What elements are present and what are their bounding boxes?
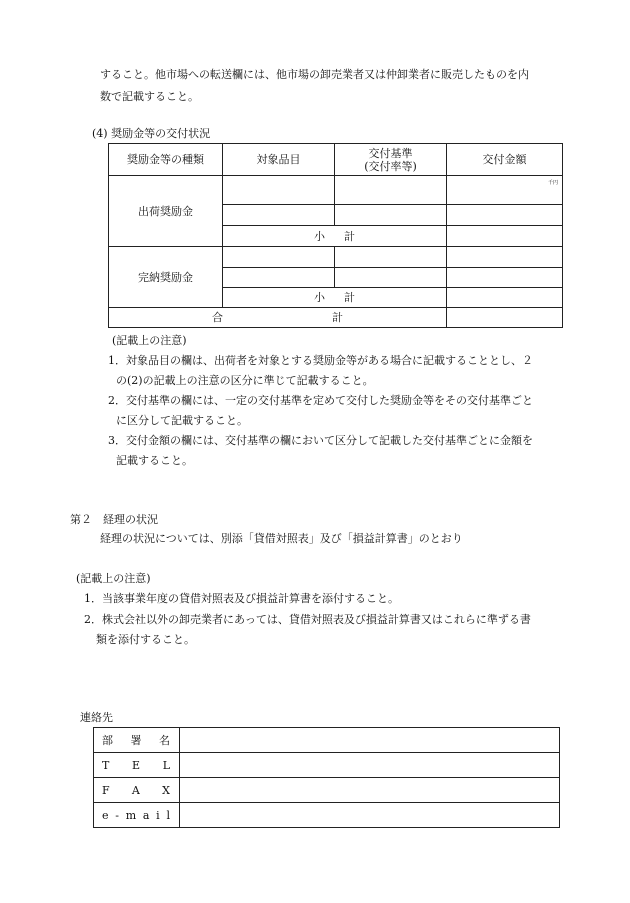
header-target-item: 対象品目: [223, 144, 335, 176]
email-char-3: m: [125, 808, 137, 822]
subtotal-char-1: 小: [314, 229, 325, 243]
email-char-4: a: [142, 808, 150, 822]
fax-char-3: X: [162, 783, 170, 797]
subtotal-label: [223, 288, 447, 308]
tel-char-1: T: [102, 758, 110, 772]
tel-char-3: L: [162, 758, 170, 772]
subtotal-char-2: 計: [344, 291, 355, 304]
subtotal-char-2: 計: [344, 229, 355, 243]
email-char-1: e: [102, 808, 109, 822]
cell: [335, 205, 447, 226]
cell: [223, 247, 335, 268]
cell: [447, 226, 563, 247]
fax-label: [94, 778, 180, 803]
cell: [447, 308, 563, 328]
unit-label: 千円: [547, 180, 558, 186]
dept-label: [94, 728, 180, 753]
cell: [447, 288, 563, 308]
section-2-note-2-line-1: 2．株式会社以外の卸売業者にあっては、貸借対照表及び損益計算書又はこれらに準ずる書: [84, 613, 531, 626]
email-label: [94, 803, 180, 828]
contact-title: 連絡先: [80, 711, 113, 724]
intro-line-1: すること。他市場への転送欄には、他市場の卸売業者又は仲卸業者に販売したものを内: [100, 68, 529, 81]
grant-table: [108, 143, 563, 328]
section-4-title: (4) 奨励金等の交付状況: [92, 127, 211, 140]
cell: [223, 205, 335, 226]
note-2-line-1: 2．交付基準の欄には、一定の交付基準を定めて交付した奨励金等をその交付基準ごと: [108, 394, 533, 407]
completion-grant-label: 完納奨励金: [109, 247, 223, 308]
email-char-6: l: [166, 808, 170, 822]
amount-cell: [447, 176, 563, 205]
dept-value: [180, 728, 560, 753]
subtotal-label: [223, 226, 447, 247]
cell: [335, 176, 447, 205]
fax-char-1: F: [102, 783, 110, 797]
intro-line-2: 数で記載すること。: [100, 90, 199, 103]
section-2-title: 第２ 経理の状況: [70, 513, 158, 526]
note-3-line-2: 記載すること。: [116, 454, 193, 467]
total-char-1: 合: [212, 311, 223, 324]
section-2-note-1: 1．当該事業年度の貸借対照表及び損益計算書を添付すること。: [84, 592, 399, 605]
cell: [447, 205, 563, 226]
fax-char-2: A: [131, 783, 140, 797]
dept-char-3: 名: [159, 734, 170, 747]
header-amount: 交付金額: [447, 144, 563, 176]
note-1-line-1: 1．対象品目の欄は、出荷者を対象とする奨励金等がある場合に記載することとし、２: [108, 354, 533, 367]
cell: [447, 268, 563, 288]
total-label: [109, 308, 447, 328]
dept-char-2: 署: [130, 734, 142, 747]
tel-char-2: E: [132, 758, 141, 772]
email-value: [180, 803, 560, 828]
header-grant-type: 奨励金等の種類: [109, 144, 223, 176]
cell: [447, 247, 563, 268]
note-3-line-1: 3．交付金額の欄には、交付基準の欄において区分して記載した交付基準ごとに金額を: [108, 434, 533, 447]
email-char-5: i: [156, 808, 160, 822]
fax-value: [180, 778, 560, 803]
section-2-note-2-line-2: 類を添付すること。: [96, 633, 195, 646]
section-2-body: 経理の状況については、別添「貸借対照表」及び「損益計算書」のとおり: [100, 532, 463, 545]
header-criteria-line-2: (交付率等): [364, 159, 417, 173]
header-criteria: [335, 144, 447, 176]
note-1-line-2: の(2)の記載上の注意の区分に準じて記載すること。: [116, 374, 374, 387]
cell: [335, 247, 447, 268]
section-2-notes-title: (記載上の注意): [76, 572, 151, 585]
note-2-line-2: に区分して記載すること。: [116, 414, 248, 427]
dept-char-1: 部: [102, 734, 113, 747]
header-criteria-line-1: 交付基準: [368, 146, 413, 160]
total-char-2: 計: [332, 311, 343, 324]
tel-value: [180, 753, 560, 778]
contact-table: [93, 727, 560, 828]
cell: [223, 268, 335, 288]
notes-title: (記載上の注意): [112, 334, 187, 347]
cell: [335, 268, 447, 288]
tel-label: [94, 753, 180, 778]
shipping-grant-label: 出荷奨励金: [109, 176, 223, 247]
cell: [223, 176, 335, 205]
email-char-2: -: [115, 808, 119, 822]
subtotal-char-1: 小: [314, 291, 325, 304]
